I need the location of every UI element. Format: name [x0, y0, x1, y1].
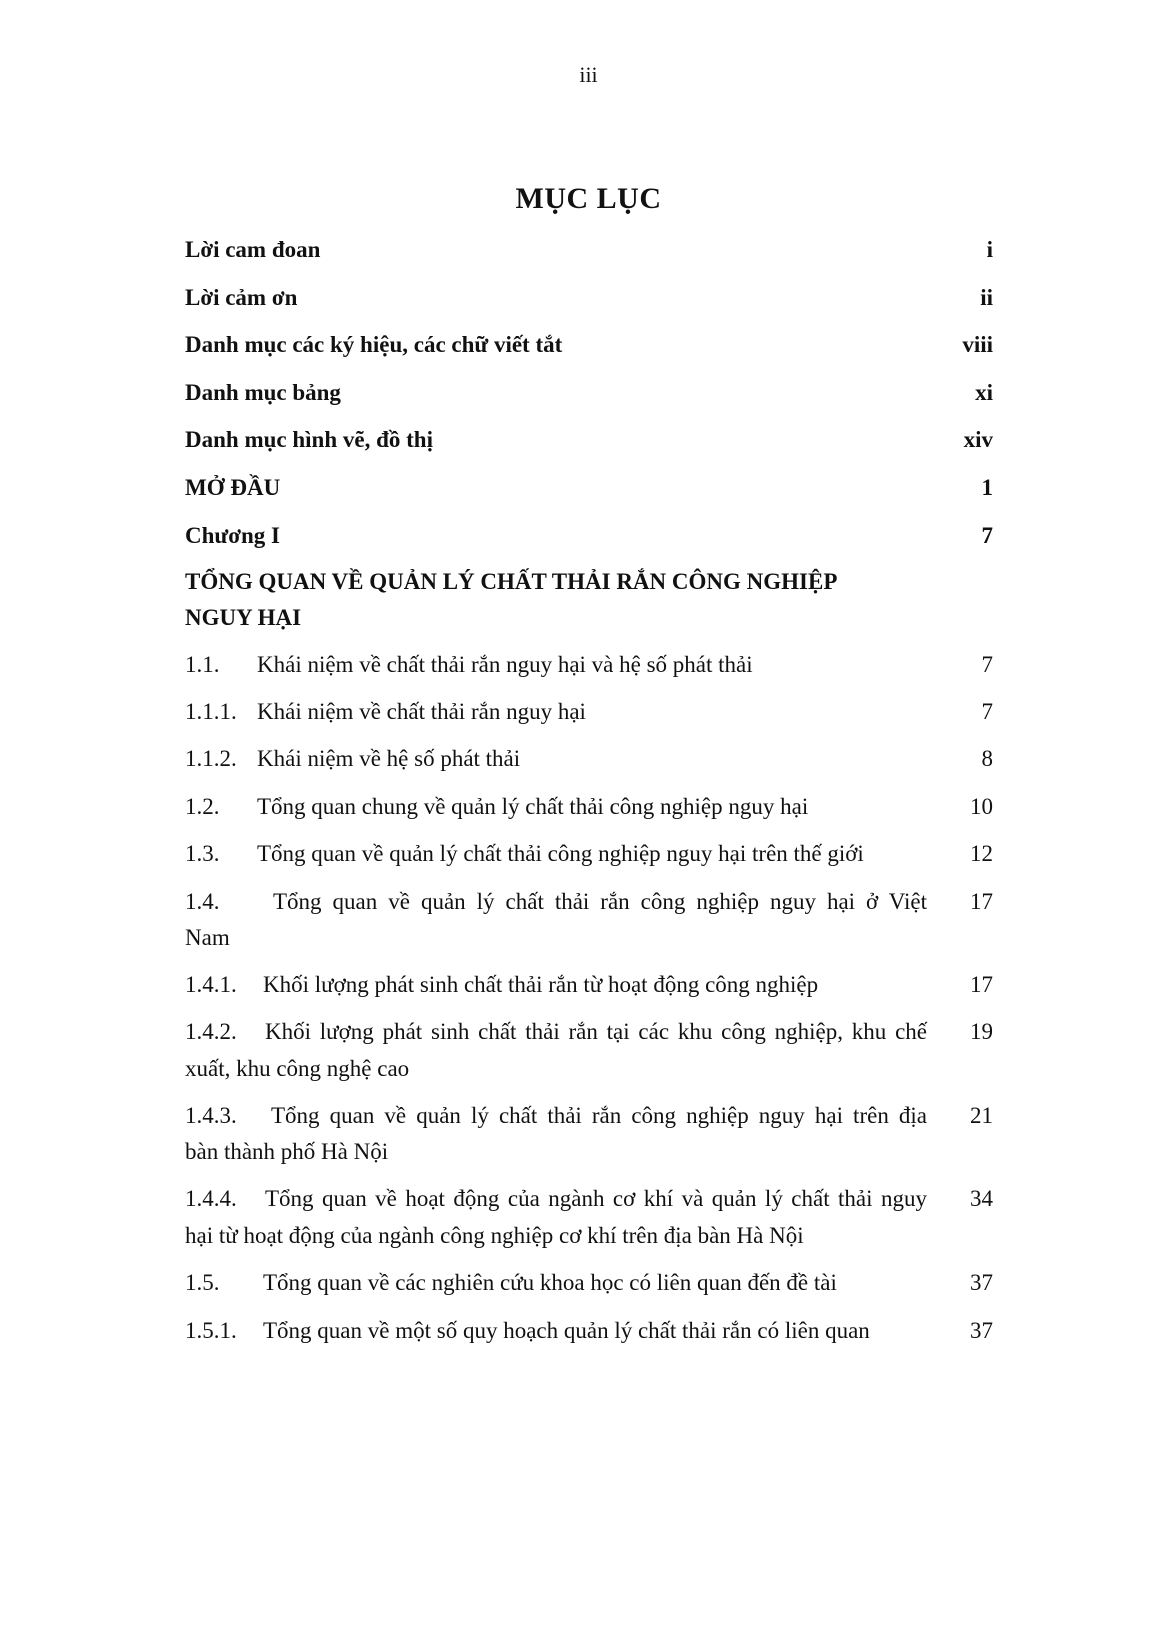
toc-entry-page: 8	[981, 746, 993, 771]
toc-entry-text: MỞ ĐẦU	[185, 475, 281, 500]
section-title: Tổng quan về các nghiên cứu khoa học có liên quan đến đề tài	[263, 1270, 837, 1295]
chapter-title-line-1: TỔNG QUAN VỀ QUẢN LÝ CHẤT THẢI RẮN CÔNG NGHIỆP	[185, 569, 838, 594]
toc-entry-page: 7	[981, 523, 993, 548]
section-title: Tổng quan về quản lý chất thải rắn công nghiệp nguy hại ở Việt	[273, 889, 927, 914]
section-number: 1.1.2.	[185, 746, 237, 771]
section-title-continued: hại từ hoạt động của ngành công nghiệp cơ khí trên địa bàn Hà Nội	[185, 1223, 804, 1248]
section-number: 1.4.	[185, 889, 220, 914]
toc-entry-1-4-2-continued	[185, 1050, 993, 1087]
toc-entry-loi-cam-on[interactable]	[185, 279, 993, 316]
section-title: Khái niệm về chất thải rắn nguy hại và hệ số phát thải	[257, 652, 753, 677]
toc-entry-danh-muc-hinh-ve[interactable]	[185, 421, 993, 458]
section-title: Tổng quan về hoạt động của ngành cơ khí và quản lý chất thải nguy	[265, 1186, 927, 1211]
section-title: Khối lượng phát sinh chất thải rắn từ hoạt động công nghiệp	[263, 972, 819, 997]
section-title-continued: Nam	[185, 925, 230, 950]
chapter-title-line-2: NGUY HẠI	[185, 605, 302, 630]
section-title: Tổng quan về quản lý chất thải công nghiệp nguy hại trên thế giới	[257, 841, 864, 866]
toc-entry-1-1-2[interactable]	[185, 740, 993, 777]
toc-entry-1-5[interactable]	[185, 1264, 993, 1301]
toc-entry-text: Chương I	[185, 523, 280, 548]
toc-entry-page: viii	[962, 332, 993, 357]
section-number: 1.5.	[185, 1270, 220, 1295]
toc-entry-1-4-3[interactable]	[185, 1097, 993, 1134]
section-title: Tổng quan về quản lý chất thải rắn công nghiệp nguy hại trên địa	[271, 1103, 927, 1128]
toc-entry-1-4-3-continued	[185, 1133, 993, 1170]
section-number: 1.4.1.	[185, 972, 237, 997]
section-title-continued: xuất, khu công nghệ cao	[185, 1056, 410, 1081]
section-title: Khái niệm về chất thải rắn nguy hại	[257, 699, 586, 724]
section-title: Tổng quan chung về quản lý chất thải công nghiệp nguy hại	[257, 794, 809, 819]
toc-entry-1-4-4-continued	[185, 1217, 993, 1254]
toc-entry-page: i	[986, 237, 993, 262]
section-number: 1.4.2.	[185, 1019, 237, 1044]
chapter-title	[185, 563, 993, 600]
section-title-continued: bàn thành phố Hà Nội	[185, 1139, 389, 1164]
page-number: iii	[579, 62, 598, 87]
section-number: 1.4.3.	[185, 1103, 237, 1128]
toc-entry-text: Danh mục hình vẽ, đồ thị	[185, 427, 433, 452]
section-number: 1.2.	[185, 794, 220, 819]
toc-entry-1-3[interactable]	[185, 835, 993, 872]
toc-entry-1-4-2[interactable]	[185, 1013, 993, 1050]
toc-entry-text: Lời cam đoan	[185, 237, 321, 262]
toc-entry-page: 21	[970, 1103, 993, 1128]
toc-entry-page: 37	[970, 1270, 993, 1295]
chapter-title-continued	[185, 599, 993, 636]
page-title: MỤC LỤC	[515, 182, 662, 215]
toc-entry-chuong-1[interactable]	[185, 517, 993, 554]
toc-entry-page: 17	[970, 972, 993, 997]
toc-entry-1-2[interactable]	[185, 788, 993, 825]
toc-entry-loi-cam-doan[interactable]	[185, 231, 993, 268]
toc-entry-page: 17	[970, 889, 993, 914]
toc-entry-page: 10	[970, 794, 993, 819]
toc-entry-1-5-1[interactable]	[185, 1312, 993, 1349]
toc-entry-1-1-1[interactable]	[185, 693, 993, 730]
section-number: 1.4.4.	[185, 1186, 237, 1211]
toc-entry-text: Danh mục bảng	[185, 380, 341, 405]
toc-entry-danh-muc-bang[interactable]	[185, 374, 993, 411]
section-title: Khái niệm về hệ số phát thải	[257, 746, 521, 771]
toc-entry-1-4-1[interactable]	[185, 966, 993, 1003]
toc-entry-page: xi	[975, 380, 993, 405]
toc-entry-1-1[interactable]	[185, 646, 993, 683]
toc-entry-page: ii	[980, 285, 993, 310]
section-number: 1.5.1.	[185, 1318, 237, 1343]
toc-entry-page: 19	[970, 1019, 993, 1044]
section-number: 1.3.	[185, 841, 220, 866]
toc-entry-text: Danh mục các ký hiệu, các chữ viết tắt	[185, 332, 563, 357]
section-title: Khối lượng phát sinh chất thải rắn tại các khu công nghiệp, khu chế	[265, 1019, 927, 1044]
toc-entry-mo-dau[interactable]	[185, 469, 993, 506]
toc-entry-page: 37	[970, 1318, 993, 1343]
section-number: 1.1.1.	[185, 699, 237, 724]
toc-entry-page: 12	[970, 841, 993, 866]
toc-entry-page: 7	[981, 652, 993, 677]
toc-entry-page: xiv	[963, 427, 993, 452]
toc-entry-text: Lời cảm ơn	[185, 285, 298, 310]
section-title: Tổng quan về một số quy hoạch quản lý chất thải rắn có liên quan	[263, 1318, 870, 1343]
toc-entry-1-4[interactable]	[185, 883, 993, 920]
toc-entry-1-4-4[interactable]	[185, 1180, 993, 1217]
toc-entry-1-4-continued	[185, 919, 993, 956]
toc-entry-page: 1	[981, 475, 993, 500]
section-number: 1.1.	[185, 652, 220, 677]
toc-entry-page: 34	[970, 1186, 993, 1211]
toc-entry-danh-muc-ky-hieu[interactable]	[185, 326, 993, 363]
toc-entry-page: 7	[981, 699, 993, 724]
